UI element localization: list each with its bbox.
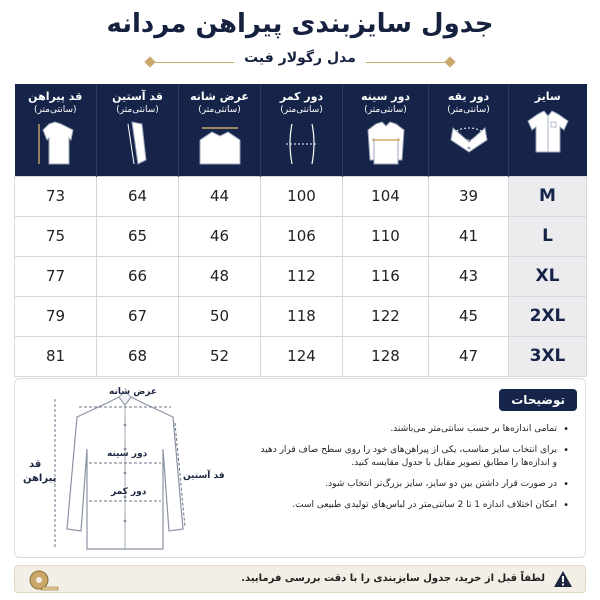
list-item: [259, 478, 569, 491]
size-cell: 2XL: [509, 296, 587, 336]
shirt-diagram-icon: [15, 379, 235, 557]
sleeve-length-label: قد آستین: [183, 471, 225, 481]
column-header-label: دور یقه: [447, 90, 490, 103]
shoulder-cell: 44: [179, 176, 261, 216]
table-row: [15, 256, 587, 296]
notes-list: [259, 423, 569, 520]
column-header-label: عرض شانه: [190, 90, 249, 103]
page-title: جدول سایزبندی پیراهن مردانه: [106, 9, 494, 39]
waist-icon: [274, 120, 330, 166]
info-panel: [14, 378, 586, 558]
shoulder-cell: 50: [179, 296, 261, 336]
chest-cell: 122: [343, 296, 429, 336]
chest-icon: [358, 120, 414, 166]
shoulder-cell: 48: [179, 256, 261, 296]
column-header-unit: (سانتی‌متر): [280, 105, 323, 115]
collar-cell: 45: [429, 296, 509, 336]
bullet-icon: •: [563, 479, 569, 490]
column-header-label: سایز: [534, 90, 561, 103]
column-header-unit: (سانتی‌متر): [33, 105, 77, 115]
waist-cell: 112: [261, 256, 343, 296]
length-cell: 77: [15, 256, 97, 296]
waist-cell: 124: [261, 336, 343, 376]
list-item: [259, 423, 569, 436]
chest-label: دور سینه: [107, 449, 148, 459]
collar-cell: 39: [429, 176, 509, 216]
measuring-tape-icon: [29, 569, 59, 591]
length-cell: 79: [15, 296, 97, 336]
notes-title: توضیحات: [499, 389, 577, 411]
sleeve-cell: 67: [97, 296, 179, 336]
column-header-chest: [343, 84, 429, 176]
column-header-label: قد پیراهن: [28, 90, 83, 103]
waist-cell: 106: [261, 216, 343, 256]
collar-cell: 41: [429, 216, 509, 256]
measurement-diagram: [15, 379, 235, 557]
subtitle-divider-right: [366, 62, 450, 63]
waist-label: دور کمر: [111, 487, 147, 497]
waist-cell: 100: [261, 176, 343, 216]
table-row: [15, 176, 587, 216]
shoulder-icon: [192, 120, 248, 166]
table-row: [15, 336, 587, 376]
column-header-label: دور سینه: [360, 90, 411, 103]
column-header-sleeve: [97, 84, 179, 176]
table-header-row: [15, 84, 587, 176]
column-header-label: قد آستین: [112, 90, 163, 103]
shoulder-cell: 52: [179, 336, 261, 376]
warning-icon: [553, 570, 573, 588]
size-cell: 3XL: [509, 336, 587, 376]
column-header-collar: [429, 84, 509, 176]
footer-notice: [14, 565, 586, 593]
table-row: [15, 296, 587, 336]
shirt-length-label-2: پیراهن: [23, 473, 57, 484]
shoulder-cell: 46: [179, 216, 261, 256]
collar-icon: [441, 120, 497, 166]
column-header-waist: [261, 84, 343, 176]
column-header-unit: (سانتی‌متر): [116, 105, 159, 115]
shoulder-width-label: عرض شانه: [109, 387, 158, 397]
column-header-unit: (سانتی‌متر): [364, 105, 407, 115]
note-text: برای انتخاب سایز مناسب، یکی از پیراهن‌های خود را روی سطح صاف قرار دهید: [260, 445, 557, 455]
collar-cell: 43: [429, 256, 509, 296]
length-cell: 73: [15, 176, 97, 216]
column-header-label: دور کمر: [279, 90, 324, 103]
waist-cell: 118: [261, 296, 343, 336]
size-cell: XL: [509, 256, 587, 296]
shirt-icon: [520, 108, 576, 154]
bullet-icon: •: [563, 424, 569, 435]
sleeve-cell: 65: [97, 216, 179, 256]
note-text: امکان اختلاف اندازه 1 تا 2 سانتی‌متر در لباس‌های تولیدی طبیعی است.: [292, 500, 557, 510]
table-row: [15, 216, 587, 256]
subtitle-block: [0, 48, 600, 72]
length-cell: 75: [15, 216, 97, 256]
sleeve-cell: 64: [97, 176, 179, 216]
bullet-icon: •: [563, 445, 569, 456]
note-text: و اندازه‌ها را مطابق تصویر مقابل با جدول مقایسه کنید.: [351, 458, 557, 468]
sleeve-cell: 68: [97, 336, 179, 376]
list-item: [259, 444, 569, 470]
list-item: [259, 499, 569, 512]
page-subtitle: مدل رگولار فیت: [244, 50, 356, 66]
chest-cell: 116: [343, 256, 429, 296]
footer-text: لطفاً قبل از خرید، جدول سایزبندی را با دقت بررسی فرمایید.: [241, 573, 545, 584]
note-text: تمامی اندازه‌ها بر حسب سانتی‌متر می‌باشند.: [390, 424, 557, 434]
column-header-shoulder: [179, 84, 261, 176]
sleeve-icon: [110, 120, 166, 166]
chest-cell: 128: [343, 336, 429, 376]
collar-cell: 47: [429, 336, 509, 376]
column-header-length: [15, 84, 97, 176]
column-header-unit: (سانتی‌متر): [198, 105, 241, 115]
size-table: [14, 84, 587, 377]
chest-cell: 110: [343, 216, 429, 256]
note-text: در صورت قرار داشتن بین دو سایز، سایز بزرگ‌تر انتخاب شود.: [325, 479, 557, 489]
shirt-length-icon: [27, 120, 83, 166]
size-cell: L: [509, 216, 587, 256]
column-header-size: [509, 84, 587, 176]
bullet-icon: •: [563, 500, 569, 511]
sleeve-cell: 66: [97, 256, 179, 296]
shirt-length-label-1: قد: [29, 459, 42, 470]
size-cell: M: [509, 176, 587, 216]
column-header-unit: (سانتی‌متر): [447, 105, 490, 115]
chest-cell: 104: [343, 176, 429, 216]
length-cell: 81: [15, 336, 97, 376]
